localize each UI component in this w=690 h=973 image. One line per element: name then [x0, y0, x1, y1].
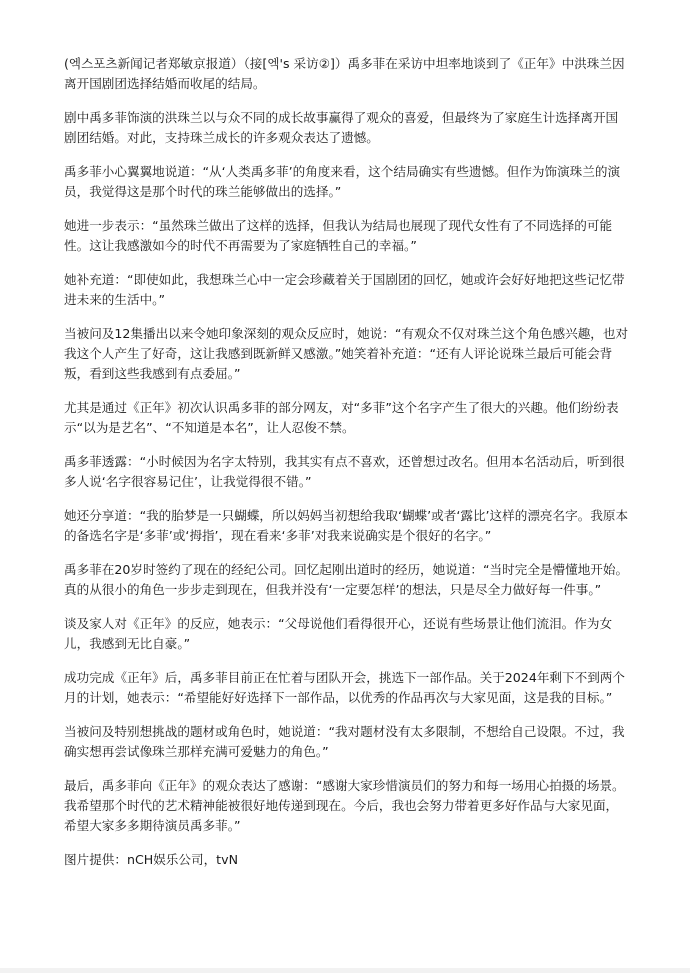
article-paragraph-4: 她进一步表示：“虽然珠兰做出了这样的选择，但我认为结局也展现了现代女性有了不同选择的可能性。这让我感激如今的时代不再需要为了家庭牺牲自己的幸福。” [64, 218, 613, 253]
article-paragraph-1: (엑스포츠新闻记者郑敏京报道）（接[엑's 采访②]）禹多菲在采访中坦率地谈到了《正年》中洪珠兰因离开国剧团选择结婚而收尾的结局。 [64, 56, 625, 91]
article-paragraph-8: 禹多菲透露：“小时候因为名字太特别，我其实有点不喜欢，还曾想过改名。但用本名活动后，听到很多人说‘名字很容易记住’，让我觉得很不错。” [64, 454, 625, 489]
article-paragraph-6: 当被问及12集播出以来令她印象深刻的观众反应时，她说：“有观众不仅对珠兰这个角色感兴趣，也对我这个人产生了好奇，这让我感到既新鲜又感激。”她笑着补充道：“还有人评论说珠兰最后可能会背叛，看到这些我感到有点委屈。” [64, 326, 629, 381]
article-paragraph-10: 禹多菲在20岁时签约了现在的经纪公司。回忆起刚出道时的经历，她说道：“当时完全是懵懂地开始。真的从很小的角色一步步走到现在，但我并没有‘一定要怎样’的想法，只是尽全力做好每一件事。” [64, 562, 629, 597]
page-bottom-divider [0, 968, 690, 973]
photo-credit: 图片提供：nCH娱乐公司，tvN [64, 852, 238, 867]
article-paragraph-13: 当被问及特别想挑战的题材或角色时，她说道：“我对题材没有太多限制，不想给自己设限。不过，我确实想再尝试像珠兰那样充满可爱魅力的角色。” [64, 724, 625, 759]
article-paragraph-9: 她还分享道：“我的胎梦是一只蝴蝶，所以妈妈当初想给我取‘蝴蝶’或者‘露比’这样的漂亮名字。我原本的备选名字是‘多菲’或‘拇指’，现在看来‘多菲’对我来说确实是个很好的名字。” [64, 508, 629, 543]
article-paragraph-5: 她补充道：“即使如此，我想珠兰心中一定会珍藏着关于国剧团的回忆，她或许会好好地把这些记忆带进未来的生活中。” [64, 272, 625, 307]
article-body [64, 54, 630, 870]
article-paragraph-11: 谈及家人对《正年》的反应，她表示：“父母说他们看得很开心，还说有些场景让他们流泪。作为女儿，我感到无比自豪。” [64, 616, 613, 651]
article-paragraph-14: 最后，禹多菲向《正年》的观众表达了感谢：“感谢大家珍惜演员们的努力和每一场用心拍摄的场景。我希望那个时代的艺术精神能被很好地传递到现在。今后，我也会努力带着更多好作品与大家见面，希望大家多多期待演员禹多菲。” [64, 778, 625, 833]
article-paragraph-7: 尤其是通过《正年》初次认识禹多菲的部分网友，对“多菲”这个名字产生了很大的兴趣。他们纷纷表示“以为是艺名”、“不知道是本名”，让人忍俊不禁。 [64, 400, 619, 435]
article-paragraph-3: 禹多菲小心翼翼地说道：“从‘人类禹多菲’的角度来看，这个结局确实有些遗憾。但作为饰演珠兰的演员，我觉得这是那个时代的珠兰能够做出的选择。” [64, 164, 621, 199]
article-paragraph-2: 剧中禹多菲饰演的洪珠兰以与众不同的成长故事赢得了观众的喜爱，但最终为了家庭生计选择离开国剧团结婚。对此，支持珠兰成长的许多观众表达了遗憾。 [64, 110, 619, 145]
article-paragraph-12: 成功完成《正年》后，禹多菲目前正在忙着与团队开会，挑选下一部作品。关于2024年剩下不到两个月的计划，她表示：“希望能好好选择下一部作品，以优秀的作品再次与大家见面，这是我的目标。” [64, 670, 625, 705]
